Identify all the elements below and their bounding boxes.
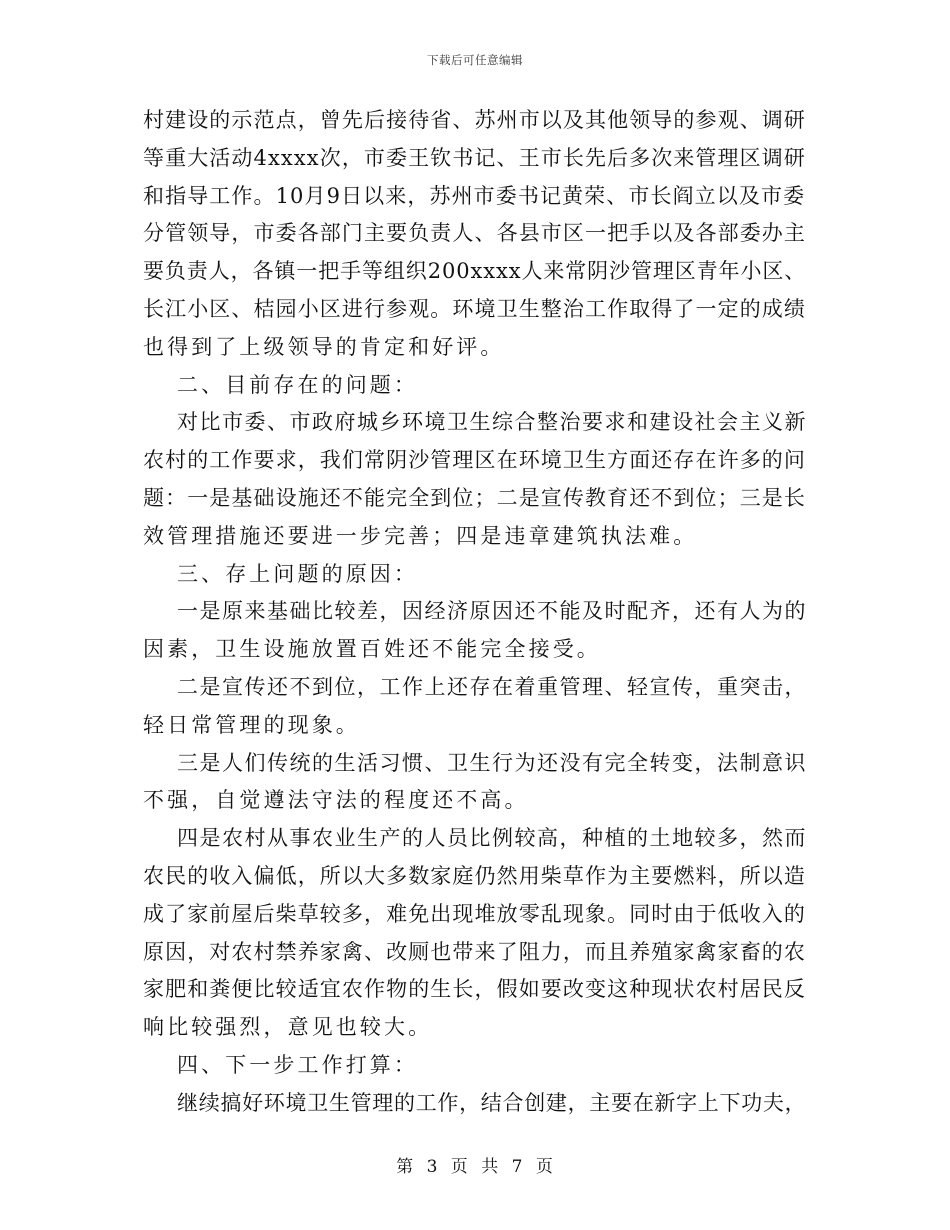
text-line: 四是农村从事农业生产的人员比例较高，种植的土地较多，然而 [177,826,807,851]
text-line: 对比市委、市政府城乡环境卫生综合整治要求和建设社会主义新 [177,410,807,435]
text-line: 效管理措施还要进一步完善；四是违章建筑执法难。 [143,523,698,548]
text-line: 继续搞好环境卫生管理的工作，结合创建，主要在新字上下功夫， [177,1090,807,1115]
text-line: 三是人们传统的生活习惯、卫生行为还没有完全转变，法制意识 [177,750,807,775]
text-line: 题：一是基础设施还不能完全到位；二是宣传教育还不到位；三是长 [143,485,806,510]
text-line: 不强，自觉遵法守法的程度还不高。 [143,788,529,813]
text-line: 家肥和粪便比较适宜农作物的生长，假如要改变这种现状农村居民反 [143,977,806,1002]
text-line: 等重大活动4xxxx次，市委王钦书记、王市长先后多次来管理区调研 [143,145,806,170]
text-line: 一是原来基础比较差，因经济原因还不能及时配齐，还有人为的 [177,599,807,624]
text-line: 响比较强烈，意见也较大。 [143,1015,433,1040]
text-line: 村建设的示范点，曾先后接待省、苏州市以及其他领导的参观、调研 [143,108,806,132]
text-line: 农村的工作要求，我们常阴沙管理区在环境卫生方面还存在许多的问 [143,448,806,473]
text-line: 因素，卫生设施放置百姓还不能完全接受。 [143,637,601,662]
body-text [143,102,807,1123]
text-line: 轻日常管理的现象。 [143,712,360,737]
text-line: 分管领导，市委各部门主要负责人、各县市区一把手以及各部委办主 [143,221,806,246]
text-line: 二、目前存在的问题： [177,372,418,397]
text-line: 三、存上问题的原因： [177,561,418,586]
text-line: 要负责人，各镇一把手等组织200xxxx人来常阴沙管理区青年小区、 [143,259,807,284]
text-line: 长江小区、桔园小区进行参观。环境卫生整治工作取得了一定的成绩 [143,296,806,321]
text-line: 二是宣传还不到位，工作上还存在着重管理、轻宣传，重突击， [177,674,807,699]
text-line: 四、下一步工作打算： [177,1052,418,1077]
text-line: 农民的收入偏低，所以大多数家庭仍然用柴草作为主要燃料，所以造 [143,863,806,888]
text-line: 和指导工作。10月9日以来，苏州市委书记黄荣、市长阎立以及市委 [143,183,806,208]
page-footer: 第 3 页 共 7 页 [396,1157,554,1177]
text-line: 也得到了上级领导的肯定和好评。 [143,334,505,359]
text-line: 成了家前屋后柴草较多，难免出现堆放零乱现象。同时由于低收入的 [143,901,806,926]
header-note: 下载后可任意编辑 [427,53,523,67]
text-line: 原因，对农村禁养家禽、改厕也带来了阻力，而且养殖家禽家畜的农 [143,939,806,964]
